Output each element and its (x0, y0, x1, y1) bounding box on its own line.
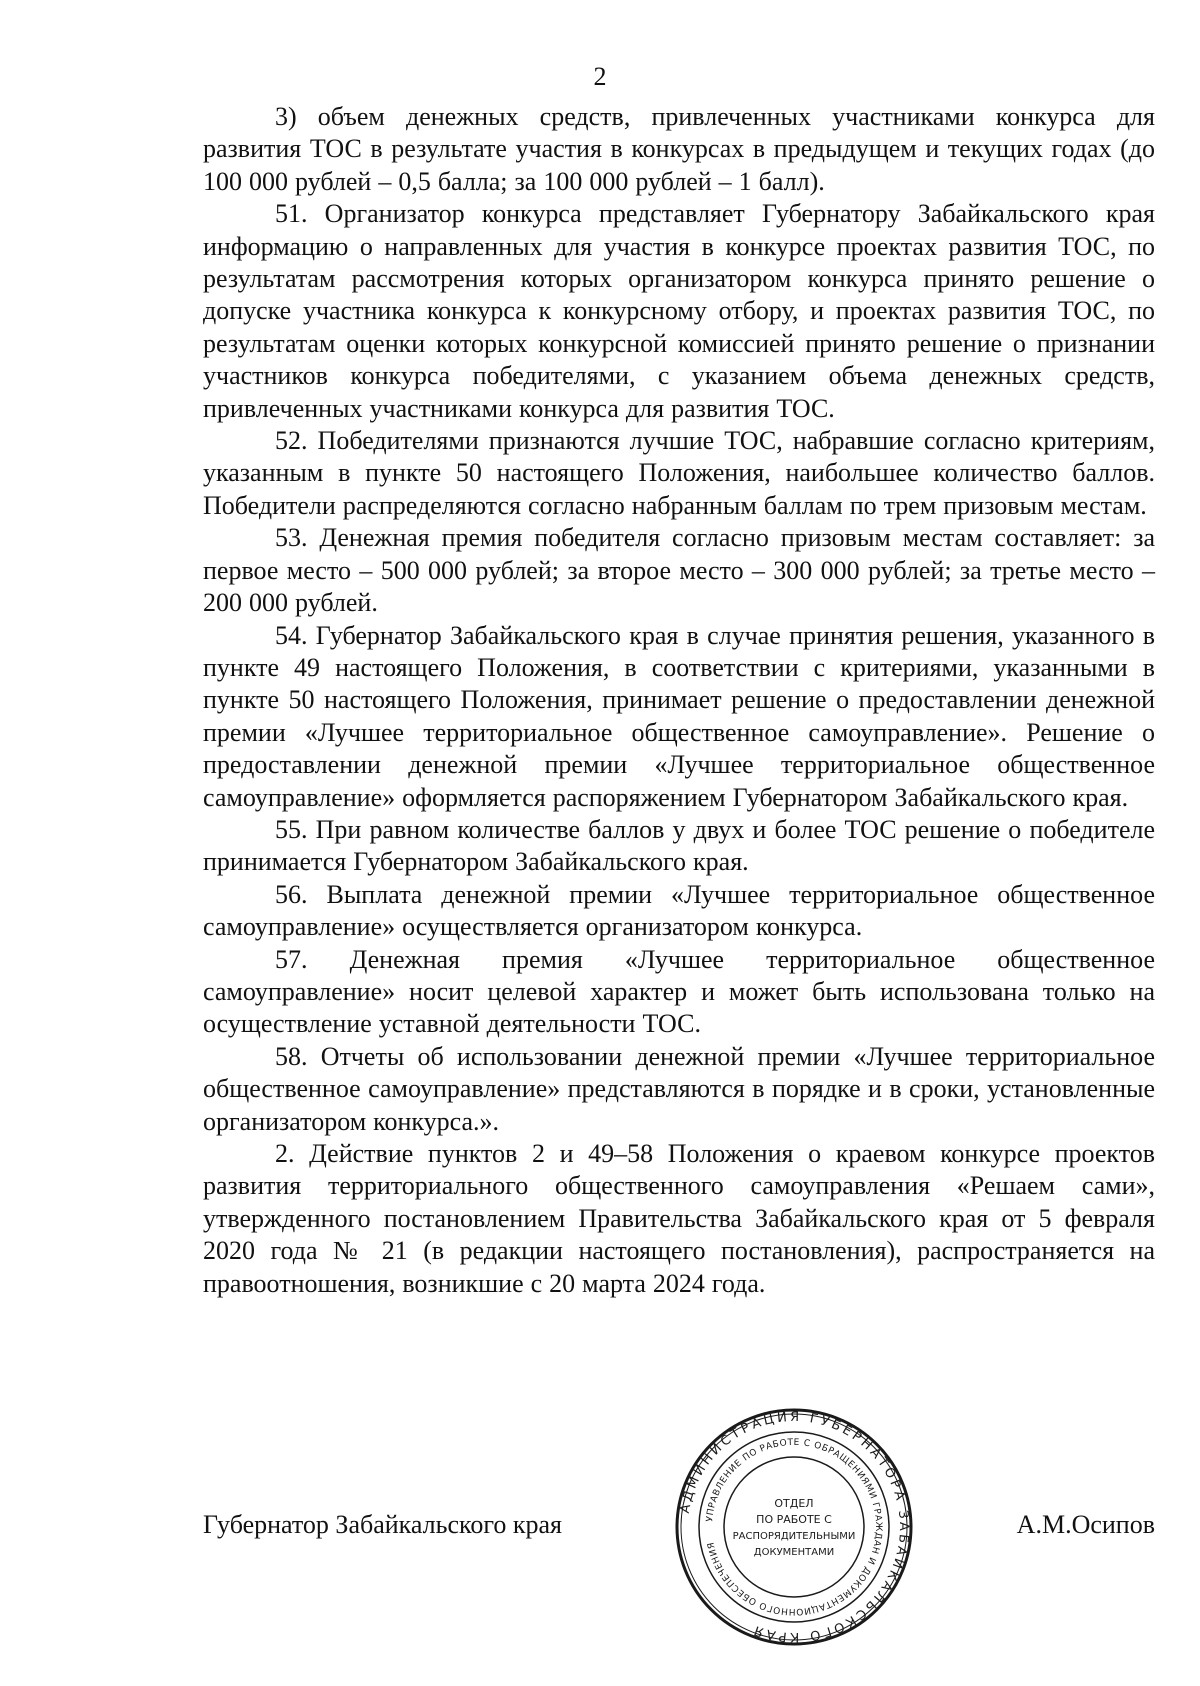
paragraph-55: 55. При равном количестве баллов у двух и более ТОС решение о победителе принимается Губернатором Забайкальского края. (203, 814, 1155, 877)
document-body (203, 101, 1155, 1300)
stamp-center-line-4: ДОКУМЕНТАМИ (753, 1547, 835, 1558)
stamp-seal-icon (674, 1407, 914, 1647)
paragraph-52: 52. Победителями признаются лучшие ТОС, набравшие согласно критериям, указанным в пункте 50 настоящего Положения, наибольшее количество баллов. Победители распределяются согласно набранным баллам по трем призовым местам. (203, 426, 1155, 520)
stamp-outer-ring-text: АДМИНИСТРАЦИЯ ГУБЕРНАТОРА ЗАБАЙКАЛЬСКОГО КРАЯ (677, 1409, 912, 1645)
paragraph-53: 53. Денежная премия победителя согласно призовым местам составляет: за первое место – 500 000 рублей; за второе место – 300 000 рублей; за третье место – 200 000 рублей. (203, 523, 1155, 618)
page-number: 2 (593, 62, 607, 91)
stamp-center-line-1: ОТДЕЛ (774, 1497, 814, 1510)
paragraph-51: 51. Организатор конкурса представляет Губернатору Забайкальского края информацию о направленных для участия в конкурсе проектах развития ТОС, по результатам рассмотрения которых организатором конкурса принято решение о допуске участника конкурса к конкурсному отбору, и проектах развития ТОС, по результатам оценки которых конкурсной комиссией принято решение о признании участников конкурса победителями, с указанием объема денежных средств, привлеченных участниками конкурса для развития ТОС. (203, 199, 1155, 423)
signatory-position: Губернатор Забайкальского края (203, 1510, 563, 1539)
paragraph-54: 54. Губернатор Забайкальского края в случае принятия решения, указанного в пункте 49 настоящего Положения, в соответствии с критериями, указанными в пункте 50 настоящего Положения, принимает решение о предоставлении денежной премии «Лучшее территориальное общественное самоуправление». Решение о предоставлении денежной премии «Лучшее территориальное общественное самоуправление» оформляется распоряжением Губернатором Забайкальского края. (203, 620, 1155, 812)
official-stamp (674, 1407, 914, 1647)
paragraph-56: 56. Выплата денежной премии «Лучшее территориальное общественное самоуправление» осуществляется организатором конкурса. (203, 879, 1155, 942)
signatory-name: А.М.Осипов (1016, 1510, 1155, 1539)
paragraph-57: 57. Денежная премия «Лучшее территориальное общественное самоуправление» носит целевой характер и может быть использована только на осуществление уставной деятельности ТОС. (203, 944, 1155, 1039)
stamp-inner-ring-text: УПРАВЛЕНИЕ ПО РАБОТЕ С ОБРАЩЕНИЯМИ ГРАЖДАН И ДОКУМЕНТАЦИОННОГО ОБЕСПЕЧЕНИЯ (705, 1437, 884, 1617)
stamp-center-line-3: РАСПОРЯДИТЕЛЬНЫМИ (732, 1531, 856, 1542)
paragraph-point-2: 2. Действие пунктов 2 и 49–58 Положения о краевом конкурсе проектов развития территориального общественного самоуправления «Решаем сами», утвержденного постановлением Правительства Забайкальского края от 5 февраля 2020 года № 21 (в редакции настоящего постановления), распространяется на правоотношения, возникшие с 20 марта 2024 года. (203, 1139, 1155, 1298)
paragraph-58: 58. Отчеты об использовании денежной премии «Лучшее территориальное общественное самоуправление» представляются в порядке и в сроки, установленные организатором конкурса.». (203, 1041, 1155, 1136)
stamp-center-line-2: ПО РАБОТЕ С (756, 1513, 832, 1526)
paragraph-item-3: 3) объем денежных средств, привлеченных участниками конкурса для развития ТОС в результате участия в конкурсах в предыдущем и текущих годах (до 100 000 рублей – 0,5 балла; за 100 000 рублей – 1 балл). (203, 102, 1155, 196)
